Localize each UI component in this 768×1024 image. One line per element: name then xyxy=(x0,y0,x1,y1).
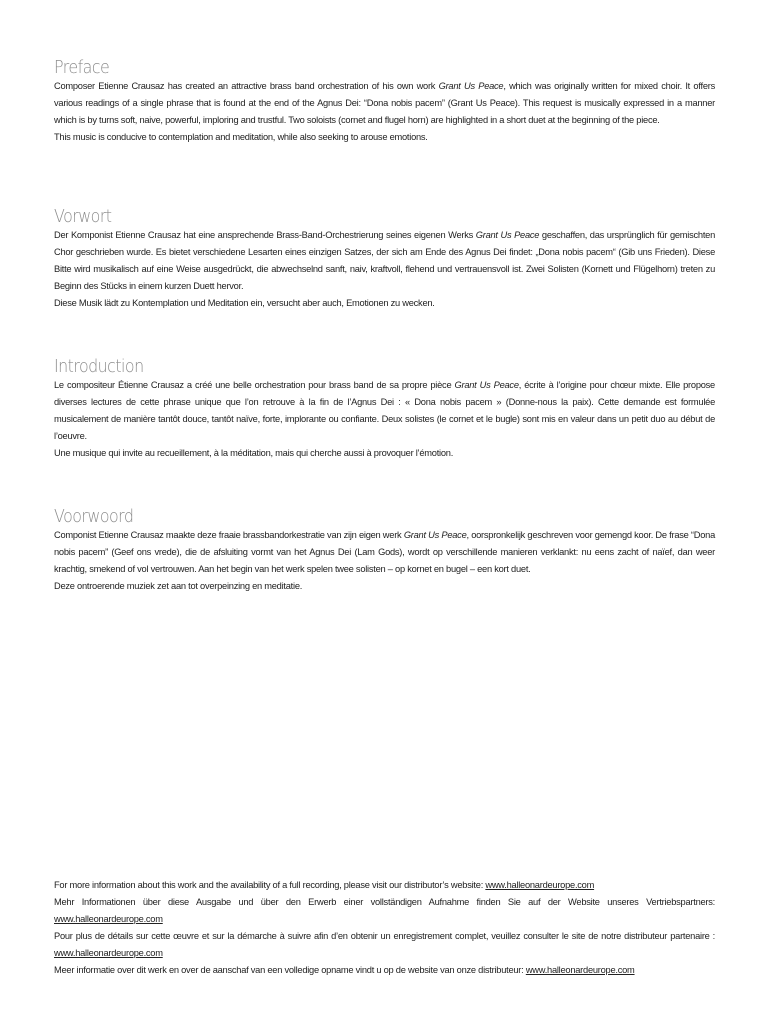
paragraph-text: geschaffen, das ursprünglich für gemischten Chor geschrieben wurde. Es bietet verschiedene Lesarten eines einzigen Satzes, der sich am Ende des Agnus Dei findet: „Dona nobis pacem“ (Gib uns Frieden). Diese Bitte wird musikalisch auf eine Weise ausgedrückt, die abwechselnd sanft, naiv, kraftvoll, flehend und vertrauensvoll ist. Zwei Solisten (Kornett und Flügelhorn) treten zu Beginn des Stücks in einem kurzen Duett hervor. xyxy=(54,230,716,291)
footer-line-en xyxy=(54,877,715,894)
footer-line-nl xyxy=(54,962,715,979)
work-title: Grant Us Peace xyxy=(403,530,467,540)
footer-text: Meer informatie over dit werk en over de aanschaf van een volledige opname vindt u op de website van onze distributeur: xyxy=(54,964,526,975)
paragraph-text: Le compositeur Étienne Crausaz a créé une belle orchestration pour brass band de sa propre pièce xyxy=(54,380,455,390)
paragraph-text: , which was originally written for mixed choir. It offers various readings of a single phrase that is found at the end of the Agnus Dei: “Dona nobis pacem” (Grant Us Peace). This request is musically expressed in a manner which is by turns soft, naive, powerful, imploring and trustful. Two soloists (cornet and flugel horn) are highlighted in a short duet at the beginning of the piece. xyxy=(54,81,715,125)
distributor-link[interactable]: www.halleonardeurope.com xyxy=(54,947,163,958)
paragraph: Diese Musik lädt zu Kontemplation und Meditation ein, versucht aber auch, Emotionen zu wecken. xyxy=(54,297,435,308)
footer-info xyxy=(54,877,715,978)
distributor-link[interactable]: www.halleonardeurope.com xyxy=(54,913,163,924)
paragraph: This music is conducive to contemplation and meditation, while also seeking to arouse emotions. xyxy=(54,131,428,142)
section-vorwort xyxy=(54,207,715,312)
paragraph: Une musique qui invite au recueillement, à la méditation, mais qui cherche aussi à provoquer l’émotion. xyxy=(54,447,454,458)
section-body xyxy=(54,377,715,462)
paragraph xyxy=(54,78,715,129)
paragraph-text: Der Komponist Etienne Crausaz hat eine ansprechende Brass-Band-Orchestrierung seines eigenen Werks xyxy=(54,230,476,240)
footer-line-de xyxy=(54,894,715,928)
section-heading: Preface xyxy=(54,57,110,78)
work-title: Grant Us Peace xyxy=(475,230,540,240)
section-heading: Vorwort xyxy=(54,206,112,227)
section-body xyxy=(54,527,715,595)
distributor-link[interactable]: www.halleonardeurope.com xyxy=(525,964,635,975)
footer-text: For more information about this work and the availability of a full recording, please visit our distributor’s website: xyxy=(54,880,486,890)
paragraph: Deze ontroerende muziek zet aan tot overpeinzing en meditatie. xyxy=(54,580,303,591)
section-heading: Voorwoord xyxy=(54,506,134,527)
paragraph-text: Composer Etienne Crausaz has created an attractive brass band orchestration of his own work xyxy=(54,81,439,91)
section-body xyxy=(54,78,715,146)
paragraph xyxy=(54,527,715,578)
distributor-link[interactable]: www.halleonardeurope.com xyxy=(485,880,595,890)
paragraph-text: , oorspronkelijk geschreven voor gemengd koor. De frase “Dona nobis pacem” (Geef ons vrede), die de afsluiting vormt van het Agnus Dei (Lam Gods), wordt op verschillende manieren verklankt: nu eens zacht of naïef, dan weer krachtig, smekend of vol vertrouwen. Aan het begin van het werk spelen twee solisten – op kornet en bugel – een kort duet. xyxy=(54,530,716,574)
section-voorwoord xyxy=(54,507,715,595)
paragraph-text: Componist Etienne Crausaz maakte deze fraaie brassbandorkestratie van zijn eigen werk xyxy=(54,530,404,540)
work-title: Grant Us Peace xyxy=(438,81,504,91)
footer-text: Mehr Informationen über diese Ausgabe und über den Erwerb einer vollständigen Aufnahme finden Sie auf der Website unseres Vertriebspartners: xyxy=(54,896,715,907)
paragraph xyxy=(54,377,715,445)
section-body xyxy=(54,227,715,312)
footer-line-fr xyxy=(54,928,715,962)
section-introduction xyxy=(54,357,715,462)
paragraph xyxy=(54,227,715,295)
work-title: Grant Us Peace xyxy=(454,380,519,390)
paragraph-text: , écrite à l’origine pour chœur mixte. Elle propose diverses lectures de cette phrase unique que l’on retrouve à la fin de l’Agnus Dei : « Dona nobis pacem » (Donne-nous la paix). Cette demande est formulée musicalement de manière tantôt douce, tantôt naïve, forte, implorante ou confiante. Deux solistes (le cornet et le bugle) sont mis en valeur dans un petit duo au début de l’oeuvre. xyxy=(54,380,715,441)
section-preface xyxy=(54,58,715,146)
footer-text: Pour plus de détails sur cette œuvre et sur la démarche à suivre afin d’en obtenir un enregistrement complet, veuillez consulter le site de notre distributeur partenaire : xyxy=(54,930,715,941)
section-heading: Introduction xyxy=(54,356,144,377)
